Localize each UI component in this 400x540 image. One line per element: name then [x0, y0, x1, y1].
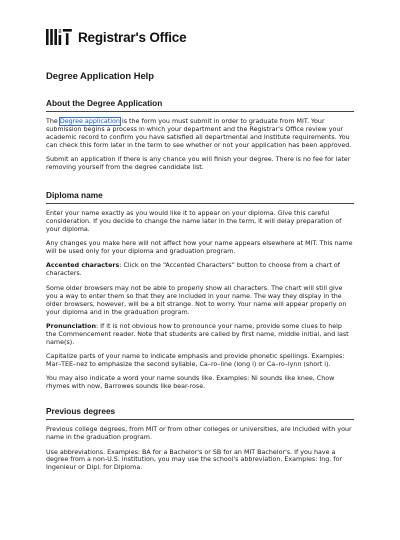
header-title: Registrar's Office — [78, 29, 187, 45]
about-paragraph-2: Submit an application if there is any chance you will finish your degree. There is no fee for later removing yourself from the degree candidate list. — [46, 156, 351, 172]
degree-application-link[interactable]: Degree application — [59, 118, 120, 125]
mit-logo-icon[interactable] — [46, 29, 74, 45]
diploma-paragraph-1: Enter your name exactly as you would like it to appear on your diploma. Give this careful consideration. If you decide to change the name later in the term, it will delay preparation of your diploma. — [46, 209, 342, 233]
section-heading-previous: Previous degrees — [46, 406, 354, 420]
page — [0, 22, 400, 540]
section-heading-diploma: Diploma name — [46, 190, 354, 204]
diploma-paragraph-7: You may also indicate a word your name sounds like. Examples: Ni sounds like knee, Chow rhymes with now, Barrowes sounds like bear-rose. — [46, 375, 335, 391]
page-title: Degree Application Help — [46, 70, 155, 81]
diploma-paragraph-4: Some older browsers may not be able to properly show all characters. The chart will still give you a way to enter them so that they are included in your name. The way they display in the older browsers, however, will be a bit strange. Not to worry. Your name will appear properly on your diploma and in the graduation program. — [46, 284, 347, 316]
site-header — [46, 22, 354, 52]
previous-paragraph-2: Use abbreviations. Examples: BA for a Bachelor's or SB for an MIT Bachelor's. If you have a degree from a non-U.S. institution, you may use the school's abbreviation. Examples: Ing. for Ingenieur or Dipl. for Diploma. — [46, 448, 343, 472]
section-heading-about: About the Degree Application — [46, 98, 354, 112]
diploma-paragraph-2: Any changes you make here will not affect how your name appears elsewhere at MIT. This name will be used only for your diploma and graduation program. — [46, 240, 353, 256]
diploma-paragraph-3: Accented characters: Click on the “Accented Characters” button to choose from a chart of characters. — [46, 262, 341, 278]
previous-paragraph-1: Previous college degrees, from MIT or from other colleges or universities, are included with your name in the graduation program. — [46, 426, 352, 442]
diploma-paragraph-6: Capitalize parts of your name to indicate emphasis and provide phonetic spellings. Examples: Mar–TEE–nez to emphasize the second syllable, Ca–ro–line (long i) or Ca–ro–lynn (short i). — [46, 353, 345, 369]
diploma-paragraph-5: Pronunciation: If it is not obvious how to pronounce your name, provide some clues to help the Commencement reader. Note that students are called by first name, middle initial, and last name(s). — [46, 322, 349, 346]
about-paragraph-1: The Degree application is the form you must submit in order to graduate from MIT. Your submission begins a process in which your department and the Registrar's Office review your academic record to confirm you have satisfied all departmental and Institute requirements. You can check this form later in the term to see whether or not your application has been approved. — [46, 118, 352, 149]
